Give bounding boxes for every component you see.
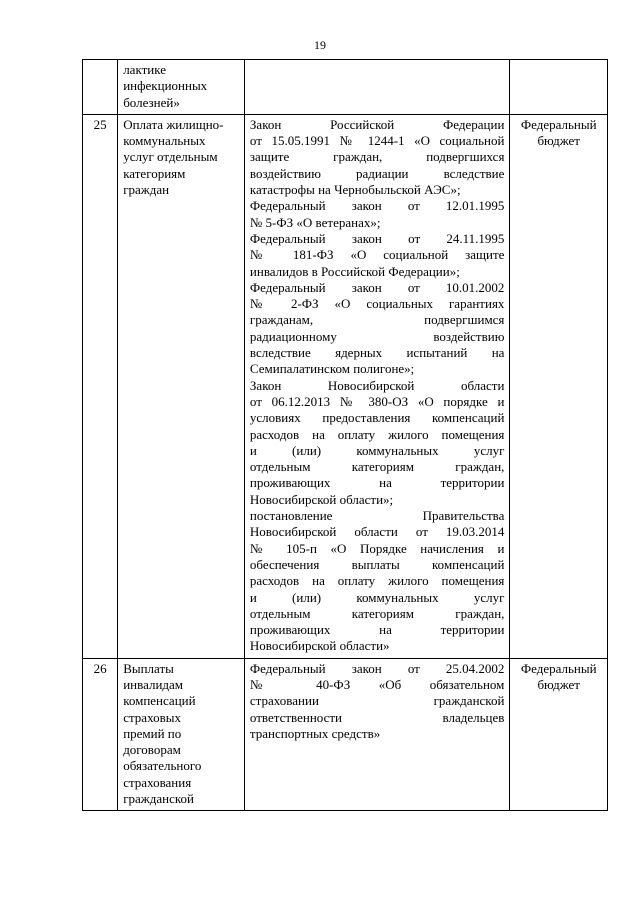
legal-basis-line: Федеральный закон от 10.01.2002 — [249, 279, 505, 295]
funding-source-line: Федеральный — [520, 116, 597, 132]
legal-basis-line: № 105-п «О Порядке начисления и — [249, 540, 505, 556]
funding-source-line: Федеральный — [520, 660, 597, 676]
legal-basis-line: катастрофы на Чернобыльской АЭС»; — [249, 182, 461, 198]
benefit-name-line: гражданской — [123, 791, 194, 807]
row-number — [83, 60, 118, 115]
legal-basis-line: условиях предоставления компенсаций — [249, 410, 505, 426]
legal-basis-line: Семипалатинском полигоне»; — [249, 361, 415, 377]
funding-source-line: бюджет — [537, 133, 580, 149]
legal-basis-cell — [244, 658, 510, 811]
benefit-name-line: Оплата жилищно- — [123, 116, 224, 132]
benefit-name-line: инфекционных — [123, 78, 208, 94]
table-row — [83, 60, 608, 115]
legal-basis-line: № 5-ФЗ «О ветеранах»; — [249, 214, 381, 230]
benefits-table — [82, 59, 608, 811]
legal-basis-cell — [244, 60, 510, 115]
benefit-name-line: страхования — [123, 774, 192, 790]
legal-basis-line: постановление Правительства — [249, 508, 505, 524]
legal-basis-line: Закон Новосибирской области — [249, 377, 505, 393]
legal-basis-line: Федеральный закон от 25.04.2002 — [249, 660, 505, 676]
legal-basis-line: № 181-ФЗ «О социальной защите — [249, 247, 505, 263]
funding-source-cell — [510, 658, 608, 811]
legal-basis-line: отдельным категориям граждан, — [249, 605, 505, 621]
legal-basis-line: отдельным категориям граждан, — [249, 459, 505, 475]
legal-basis-line: и (или) коммунальных услуг — [249, 442, 505, 458]
legal-basis-line: проживающих на территории — [249, 475, 505, 491]
legal-basis-line: воздействию радиации вследствие — [249, 165, 505, 181]
funding-source-cell — [510, 60, 608, 115]
row-number: 26 — [83, 658, 118, 811]
legal-basis-line: Новосибирской области от 19.03.2014 — [249, 524, 505, 540]
legal-basis-line: расходов на оплату жилого помещения — [249, 426, 505, 442]
benefit-name-line: инвалидам — [123, 676, 184, 692]
page-number: 19 — [314, 38, 326, 52]
legal-basis-line: транспортных средств» — [249, 725, 381, 741]
legal-basis-line: радиационному воздействию — [249, 328, 505, 344]
legal-basis-line: от 06.12.2013 № 380-ОЗ «О порядке и — [249, 393, 505, 409]
benefit-name-line: лактике — [123, 62, 166, 77]
legal-basis-line: Новосибирской области» — [249, 638, 390, 654]
legal-basis-line: Новосибирской области»; — [249, 491, 394, 507]
benefit-name-line: страховых — [123, 709, 181, 725]
legal-basis-line: страховании гражданской — [249, 693, 505, 709]
legal-basis-line: № 2-ФЗ «О социальных гарантиях — [249, 296, 505, 312]
legal-basis-line: от 15.05.1991 № 1244-1 «О социальной — [249, 133, 505, 149]
row-number: 25 — [83, 114, 118, 658]
legal-basis-line: расходов на оплату жилого помещения — [249, 573, 505, 589]
benefit-name-cell — [118, 60, 245, 115]
table-row — [83, 658, 608, 811]
benefit-name-cell — [118, 658, 245, 811]
benefit-name-line: Выплаты — [123, 660, 174, 676]
legal-basis-line: ответственности владельцев — [249, 709, 505, 725]
legal-basis-line: Федеральный закон от 24.11.1995 — [249, 230, 505, 246]
legal-basis-line: обеспечения выплаты компенсаций — [249, 556, 505, 572]
table-row — [83, 114, 608, 658]
legal-basis-line: инвалидов в Российской Федерации»; — [249, 263, 460, 279]
benefit-name-line: коммунальных — [123, 133, 206, 149]
legal-basis-line: Закон Российской Федерации — [249, 116, 505, 132]
benefit-name-line: услуг отдельным — [123, 149, 218, 165]
legal-basis-line: и (или) коммунальных услуг — [249, 589, 505, 605]
benefit-name-line: обязательного — [123, 758, 202, 774]
funding-source-line: бюджет — [537, 676, 580, 692]
legal-basis-line: вследствие ядерных испытаний на — [249, 345, 505, 361]
benefit-name-cell — [118, 114, 245, 658]
legal-basis-line: защите граждан, подвергшихся — [249, 149, 505, 165]
benefit-name-line: договорам — [123, 742, 181, 758]
legal-basis-line: проживающих на территории — [249, 622, 505, 638]
legal-basis-cell — [244, 114, 510, 658]
legal-basis-line: гражданам, подвергшимся — [249, 312, 505, 328]
benefit-name-line: премий по — [123, 725, 182, 741]
funding-source-cell — [510, 114, 608, 658]
legal-basis-line: Федеральный закон от 12.01.1995 — [249, 198, 505, 214]
legal-basis-line: № 40-ФЗ «Об обязательном — [249, 676, 505, 692]
benefit-name-line: компенсаций — [123, 693, 196, 709]
benefit-name-line: граждан — [123, 182, 170, 198]
benefit-name-line: категориям — [123, 165, 186, 181]
benefit-name-line: болезней» — [123, 94, 180, 110]
